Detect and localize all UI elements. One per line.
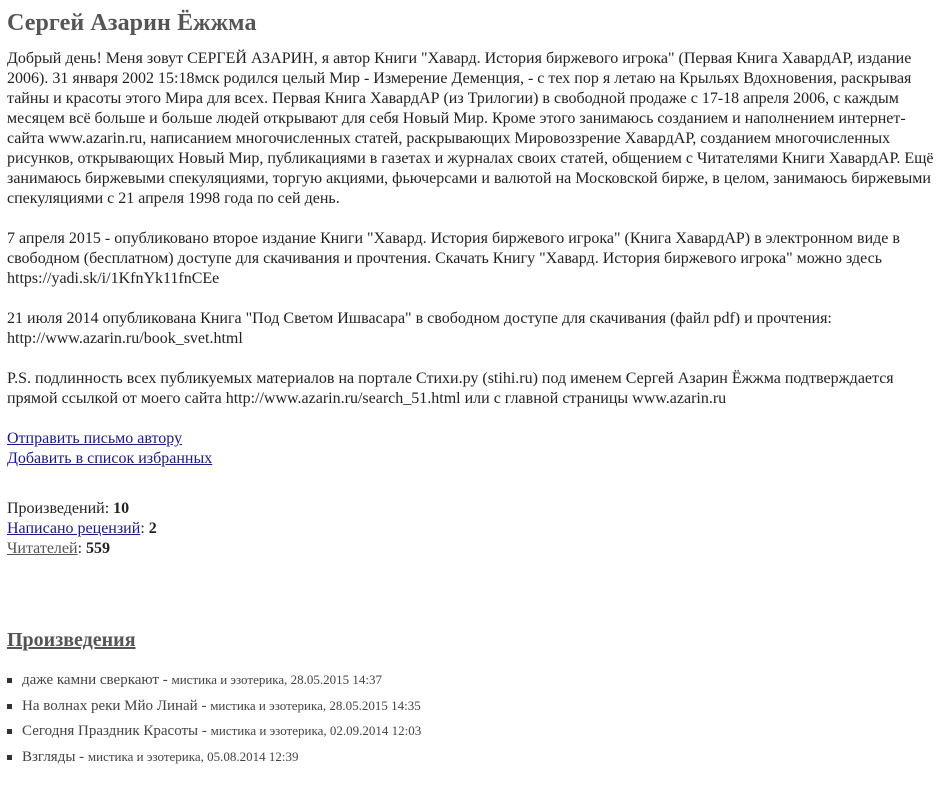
work-title-link[interactable]: даже камни сверкают (22, 672, 159, 688)
work-meta: мистика и эзотерика, 02.09.2014 12:03 (210, 723, 422, 738)
work-meta: мистика и эзотерика, 28.05.2015 14:35 (210, 697, 421, 713)
list-item: Взгляды - мистика и эзотерика, 05.08.2014 12:39 (7, 747, 935, 773)
list-item: Сегодня Праздник Красоты - мистика и эзотерика, 02.09.2014 12:03 (7, 721, 935, 747)
author-bio (7, 49, 935, 409)
square-bullet-icon (7, 755, 12, 760)
work-meta: мистика и эзотерика, 28.05.2015 14:37 (171, 672, 383, 687)
reviews-link[interactable]: Написано рецензий (7, 520, 141, 537)
send-letter-link[interactable]: Отправить письмо автору (7, 430, 183, 447)
bio-paragraph-2: 7 апреля 2015 - опубликовано второе издание Книги "Хавард. История биржевого игрока" (Книга ХавардАР) в электронном виде в свободном (бесплатном) доступе для скачивания и прочтения. Скачать Книгу "Хавард. История биржевого игрока" можно здесь https://yadi.sk/i/1KfnYk11fnCEe (7, 230, 900, 287)
work-title-link[interactable]: Сегодня Праздник Красоты (22, 723, 199, 739)
list-item: даже камни сверкают - мистика и эзотерика, 28.05.2015 14:37 (7, 670, 935, 696)
author-page (7, 0, 935, 772)
work-meta: мистика и эзотерика, 05.08.2014 12:39 (87, 748, 299, 764)
works-count-label: Произведений (7, 500, 105, 517)
works-list (7, 670, 935, 772)
work-title-link[interactable]: Взгляды (22, 748, 76, 765)
add-favorites-link[interactable]: Добавить в список избранных (7, 450, 213, 467)
reviews-count-row: Написано рецензий: 2 (7, 520, 157, 537)
list-item: На волнах реки Мйо Линай - мистика и эзотерика, 28.05.2015 14:35 (7, 696, 935, 722)
author-stats (7, 499, 935, 559)
square-bullet-icon (7, 729, 12, 734)
square-bullet-icon (7, 678, 12, 683)
works-section-heading: Произведения (7, 629, 136, 651)
work-title-link[interactable]: На волнах реки Мйо Линай (22, 697, 198, 714)
readers-count-value: 559 (86, 540, 111, 557)
author-actions (7, 429, 935, 469)
author-name-heading: Сергей Азарин Ёжжма (7, 10, 257, 36)
bio-paragraph-1: Добрый день! Меня зовут СЕРГЕЙ АЗАРИН, я автор Книги "Хавард. История биржевого игрока" (Первая Книга ХавардАР, издание 2006). 31 января 2002 15:18мск родился целый Мир - Измерение Деменция, - с тех пор я летаю на Крыльях Вдохновения, раскрывая тайны и красоты этого Мира для всех. Первая Книга ХавардАР (из Трилогии) в свободной продаже с 17-18 апреля 2006, с каждым месяцем всё больше и больше людей открывают для себя Новый Мир. Кроме этого занимаюсь созданием и наполнением интернет-сайта www.azarin.ru, написанием многочисленных статей, раскрывающих Мировоззрение ХавардАР, созданием многочисленных рисунков, открывающих Новый Мир, публикациями в газетах и журналах своих статей, общением с Читателями Книги ХавардАР. Ещё занимаюсь биржевыми спекуляциями, торгую акциями, фьючерсами и валютой на Московской бирже, в целом, занимаюсь биржевыми спекуляциями с 21 апреля 1998 года по сей день. (7, 50, 934, 207)
bio-paragraph-4: P.S. подлинность всех публикуемых материалов на портале Стихи.ру (stihi.ru) под именем Сергей Азарин Ёжжма подтверждается прямой ссылкой от моего сайта http://www.azarin.ru/search_51.html или с главной страницы www.azarin.ru (7, 370, 894, 407)
square-bullet-icon (7, 704, 12, 709)
readers-count-row: Читателей: 559 (7, 540, 111, 557)
works-count-value: 10 (113, 500, 130, 517)
reviews-count-value: 2 (148, 520, 157, 537)
bio-paragraph-3: 21 июля 2014 опубликована Книга "Под Светом Ишвасара" в свободном доступе для скачивания (файл pdf) и прочтения: http://www.azarin.ru/book_svet.html (7, 310, 832, 347)
readers-link[interactable]: Читателей (7, 540, 78, 557)
works-count-row: Произведений: 10 (7, 500, 130, 517)
